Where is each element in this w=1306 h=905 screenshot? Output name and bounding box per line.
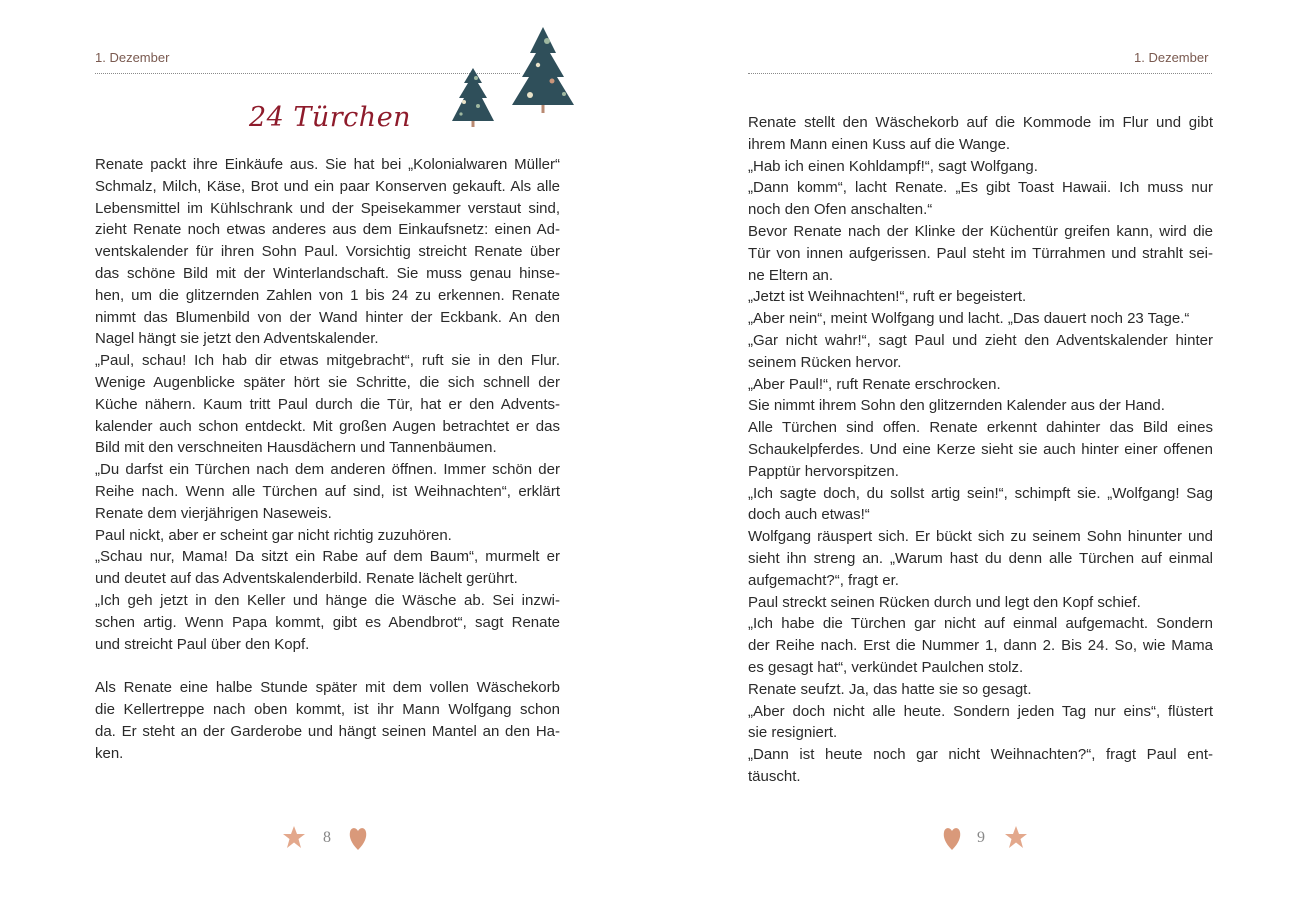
paragraph [748,395,1213,417]
paragraph [95,154,560,350]
paragraph [95,546,560,590]
paragraph [748,177,1213,221]
text-line: „Dann komm“, lacht Renate. „Es gibt Toast Hawaii. Ich muss nur [748,179,1213,197]
text-line: das schöne Bild mit der Winterlandschaft. Sie muss genau hinse- [95,264,560,282]
christmas-tree-icon [450,66,496,128]
paragraph [748,701,1213,745]
text-line: Renate seufzt. Ja, das hatte sie so gesagt. [748,680,1032,698]
page-number-right: 9 [977,829,985,846]
text-line: Paul streckt seinen Rücken durch und legt den Kopf schief. [748,593,1141,611]
text-line: noch den Ofen anschalten.“ [748,201,933,219]
paragraph [748,744,1213,788]
text-line: Tür von innen aufgerissen. Paul steht im Türrahmen und strahlt sei- [748,244,1213,262]
paragraph [748,526,1213,591]
text-line: die Kellertreppe nach oben kommt, ist ihr Mann Wolfgang schon [95,700,560,718]
paragraph [748,221,1213,286]
text-line: Paul nickt, aber er scheint gar nicht richtig zuzuhören. [95,526,452,544]
text-line: „Ich geh jetzt in den Keller und hänge die Wäsche ab. Sei inzwi- [95,591,560,609]
text-line: es gesagt hat“, verkündet Paulchen stolz. [748,658,1024,676]
text-line: Schaukelpferdes. Und eine Kerze sieht sie auch hinter einer offenen [748,440,1213,458]
text-line: „Hab ich einen Kohldampf!“, sagt Wolfgang. [748,157,1038,175]
text-line: „Aber doch nicht alle heute. Sondern jeden Tag nur eins“, flüstert [748,702,1213,720]
running-header-right: 1. Dezember [1134,50,1209,65]
text-line: ken. [95,744,124,762]
paragraph [748,374,1213,396]
text-line: „Paul, schau! Ich hab dir etwas mitgebracht“, ruft sie in den Flur. [95,352,560,370]
text-line: und deutet auf das Adventskalenderbild. Renate lächelt gerührt. [95,570,518,588]
heart-cookie-icon [348,825,368,851]
paragraph [748,592,1213,614]
paragraph [748,286,1213,308]
text-line: sie resigniert. [748,724,838,742]
running-header-left: 1. Dezember [95,50,170,65]
text-line: Alle Türchen sind offen. Renate erkennt dahinter das Bild eines [748,419,1213,437]
text-line: Renate packt ihre Einkäufe aus. Sie hat bei „Kolonialwaren Müller“ [95,156,560,173]
page-number-left: 8 [323,829,331,846]
header-divider-right [748,73,1212,74]
text-line: Als Renate eine halbe Stunde später mit dem vollen Wäschekorb [95,679,560,697]
text-line: „Dann ist heute noch gar nicht Weihnachten?“, fragt Paul ent- [748,746,1213,764]
text-line: „Jetzt ist Weihnachten!“, ruft er begeistert. [748,288,1027,306]
christmas-tree-icon [510,25,576,115]
paragraph [95,350,560,459]
text-line: Renate stellt den Wäschekorb auf die Kommode im Flur und gibt [748,114,1213,131]
heart-cookie-icon [942,825,962,851]
text-line: täuscht. [748,767,801,785]
paragraph [95,525,560,547]
paragraph [95,459,560,524]
paragraph [95,590,560,655]
text-line: sieht ihn streng an. „Warum hast du denn alle Türchen auf einmal [748,549,1213,567]
paragraph [748,613,1213,678]
left-page-body [95,154,560,764]
right-page-body [748,112,1213,788]
star-cookie-icon [282,825,306,849]
paragraph [748,156,1213,178]
text-line: schen artig. Wenn Papa kommt, gibt es Abendbrot“, sagt Renate [95,613,560,631]
text-line: aufgemacht?“, fragt er. [748,571,899,589]
text-line: Sie nimmt ihrem Sohn den glitzernden Kalender aus der Hand. [748,397,1165,415]
paragraph [748,330,1213,374]
paragraph [748,112,1213,156]
text-line: nimmt das Blumenbild von der Wand hinter der Eckbank. An den [95,308,560,326]
text-line: Nagel hängt sie jetzt den Adventskalender. [95,330,379,348]
paragraph [748,483,1213,527]
text-line: „Ich sagte doch, du sollst artig sein!“, schimpft sie. „Wolfgang! Sag [748,484,1213,502]
paragraph [748,679,1213,701]
text-line: Lebensmittel im Kühlschrank und der Speisekammer verstaut sind, [95,199,560,217]
text-line: der Reihe nach. Erst die Nummer 1, dann 2. Bis 24. So, wie Mama [748,637,1213,655]
text-line: ventskalender für ihren Sohn Paul. Vorsichtig streicht Renate über [95,243,560,261]
paragraph [748,308,1213,330]
text-line: Reihe nach. Wenn alle Türchen auf sind, ist Weihnachten“, erklärt [95,482,560,500]
text-line: Renate dem vierjährigen Naseweis. [95,504,332,522]
text-line: „Aber nein“, meint Wolfgang und lacht. „Das dauert noch 23 Tage.“ [748,310,1190,328]
text-line: ihrem Mann einen Kuss auf die Wange. [748,135,1011,153]
text-line: Bild mit den verschneiten Hausdächern und Tannenbäumen. [95,439,497,457]
text-line: Papptür hervorspitzen. [748,462,899,480]
text-line: „Ich habe die Türchen gar nicht auf einmal aufgemacht. Sondern [748,615,1213,633]
text-line: und streicht Paul über den Kopf. [95,635,310,653]
text-line: seinem Rücken hervor. [748,353,902,371]
text-line: hen, um die glitzernden Zahlen von 1 bis 24 zu erkennen. Renate [95,286,560,304]
text-line: „Du darfst ein Türchen nach dem anderen öffnen. Immer schön der [95,461,560,479]
text-line: Schmalz, Milch, Käse, Brot und ein paar Konserven gekauft. Als alle [95,177,560,195]
text-line: doch auch etwas!“ [748,506,870,524]
text-line: „Aber Paul!“, ruft Renate erschrocken. [748,375,1001,393]
paragraph [748,417,1213,482]
text-line: Wolfgang räuspert sich. Er bückt sich zu seinem Sohn hinunter und [748,528,1213,546]
text-line: Küche nähern. Kaum tritt Paul durch die Tür, hat er den Advents- [95,395,560,413]
text-line: Wenige Augenblicke später hört sie Schritte, die sich schnell der [95,373,560,391]
text-line: da. Er steht an der Garderobe und hängt seinen Mantel an den Ha- [95,722,560,740]
text-line: kalender auch schon entdeckt. Mit großen Augen betrachtet er das [95,417,560,435]
text-line: Bevor Renate nach der Klinke der Küchentür greifen kann, wird die [748,222,1213,240]
text-line: ne Eltern an. [748,266,834,284]
text-line: „Gar nicht wahr!“, sagt Paul und zieht den Adventskalender hinter [748,331,1213,349]
chapter-title: 24 Türchen [248,102,412,133]
text-line: „Schau nur, Mama! Da sitzt ein Rabe auf dem Baum“, murmelt er [95,548,560,566]
star-cookie-icon [1004,825,1028,849]
paragraph-gap [95,655,560,677]
text-line: zieht Renate noch etwas anderes aus dem Einkaufsnetz: einen Ad- [95,221,560,239]
paragraph [95,677,560,764]
